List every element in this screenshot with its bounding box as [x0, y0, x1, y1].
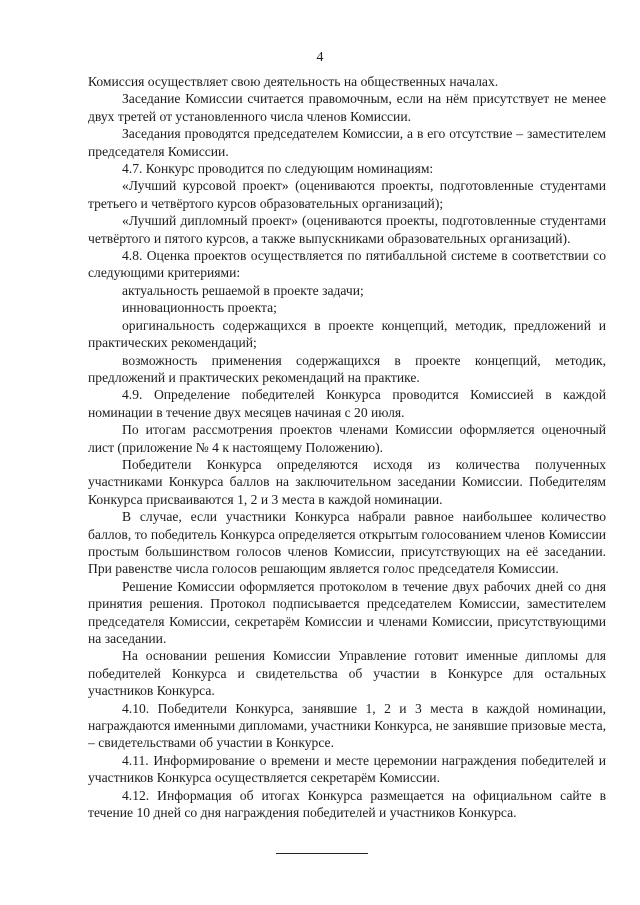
- end-of-text-rule: [276, 853, 368, 854]
- paragraph-4-12-results: 4.12. Информация об итогах Конкурса размещается на официальном сайте в течение 10 дней со дня награждения победителей и участников Конкурса.: [88, 787, 606, 821]
- paragraph-nomination-coursework: «Лучший курсовой проект» (оцениваются проекты, подготовленные студентами третьего и четвёртого курсов образовательных организаций);: [88, 178, 606, 211]
- page-number: 4: [316, 50, 324, 65]
- paragraph-4-9-winners: 4.9. Определение победителей Конкурса проводится Комиссией в каждой номинации в течение двух месяцев начиная с 20 июля.: [88, 387, 606, 420]
- criterion-originality: оригинальность содержащихся в проекте концепций, методик, предложений и практических рекомендаций;: [88, 317, 606, 351]
- paragraph-winners-determination: Победители Конкурса определяются исходя из количества полученных участниками Конкурса баллов на заключительном заседании Комиссии. Победителям Конкурса присваиваются 1, 2 и 3 места в каждой номинации.: [88, 456, 606, 507]
- paragraph-4-10-awards: 4.10. Победители Конкурса, занявшие 1, 2 и 3 места в каждой номинации, награждаются именными дипломами, участники Конкурса, не занявшие призовые места, – свидетельствами об участии в Конкурсе.: [88, 700, 606, 751]
- paragraph-nomination-diploma: «Лучший дипломный проект» (оцениваются проекты, подготовленные студентами четвёртого и пятого курсов, а также выпускниками образовательных организаций).: [88, 213, 606, 246]
- paragraph-commission-basis: Комиссия осуществляет свою деятельность на общественных началах.: [88, 74, 499, 89]
- criterion-applicability: возможность применения содержащихся в проекте концепций, методик, предложений и практических рекомендаций на практике.: [88, 352, 606, 385]
- criterion-relevance: актуальность решаемой в проекте задачи;: [122, 282, 364, 298]
- document-body: [88, 73, 606, 821]
- paragraph-tie-vote: В случае, если участники Конкурса набрали равное наибольшее количество баллов, то победитель Конкурса определяется открытым голосованием членов Комиссии простым большинством голосов членов Комиссии, присутствующих на её заседании. При равенстве числа голосов решающим является голос председателя Комиссии.: [88, 509, 606, 577]
- paragraph-4-7-heading: 4.7. Конкурс проводится по следующим номинациям:: [122, 161, 434, 177]
- paragraph-quorum: Заседание Комиссии считается правомочным, если на нём присутствует не менее двух третей от установленного числа членов Комиссии.: [88, 91, 606, 124]
- paragraph-meetings-chair: Заседания проводятся председателем Комиссии, а в его отсутствие – заместителем председателя Комиссии.: [88, 126, 606, 159]
- criterion-innovation: инновационность проекта;: [122, 300, 277, 316]
- paragraph-protocol: Решение Комиссии оформляется протоколом в течение двух рабочих дней со дня принятия решения. Протокол подписывается председателем Комиссии, заместителем председателя Комиссии, секретарём Комиссии и членами Комиссии, присутствующими на заседании.: [88, 578, 606, 646]
- paragraph-evaluation-sheet: По итогам рассмотрения проектов членами Комиссии оформляется оценочный лист (приложение № 4 к настоящему Положению).: [88, 422, 606, 455]
- paragraph-4-11-ceremony: 4.11. Информирование о времени и месте церемонии награждения победителей и участников Конкурса осуществляется секретарём Комиссии.: [88, 752, 606, 786]
- paragraph-4-8-criteria: 4.8. Оценка проектов осуществляется по пятибалльной системе в соответствии со следующими критериями:: [88, 248, 606, 281]
- paragraph-diplomas: На основании решения Комиссии Управление готовит именные дипломы для победителей Конкурса и свидетельства об участии в Конкурсе для остальных участников Конкурса.: [88, 648, 606, 699]
